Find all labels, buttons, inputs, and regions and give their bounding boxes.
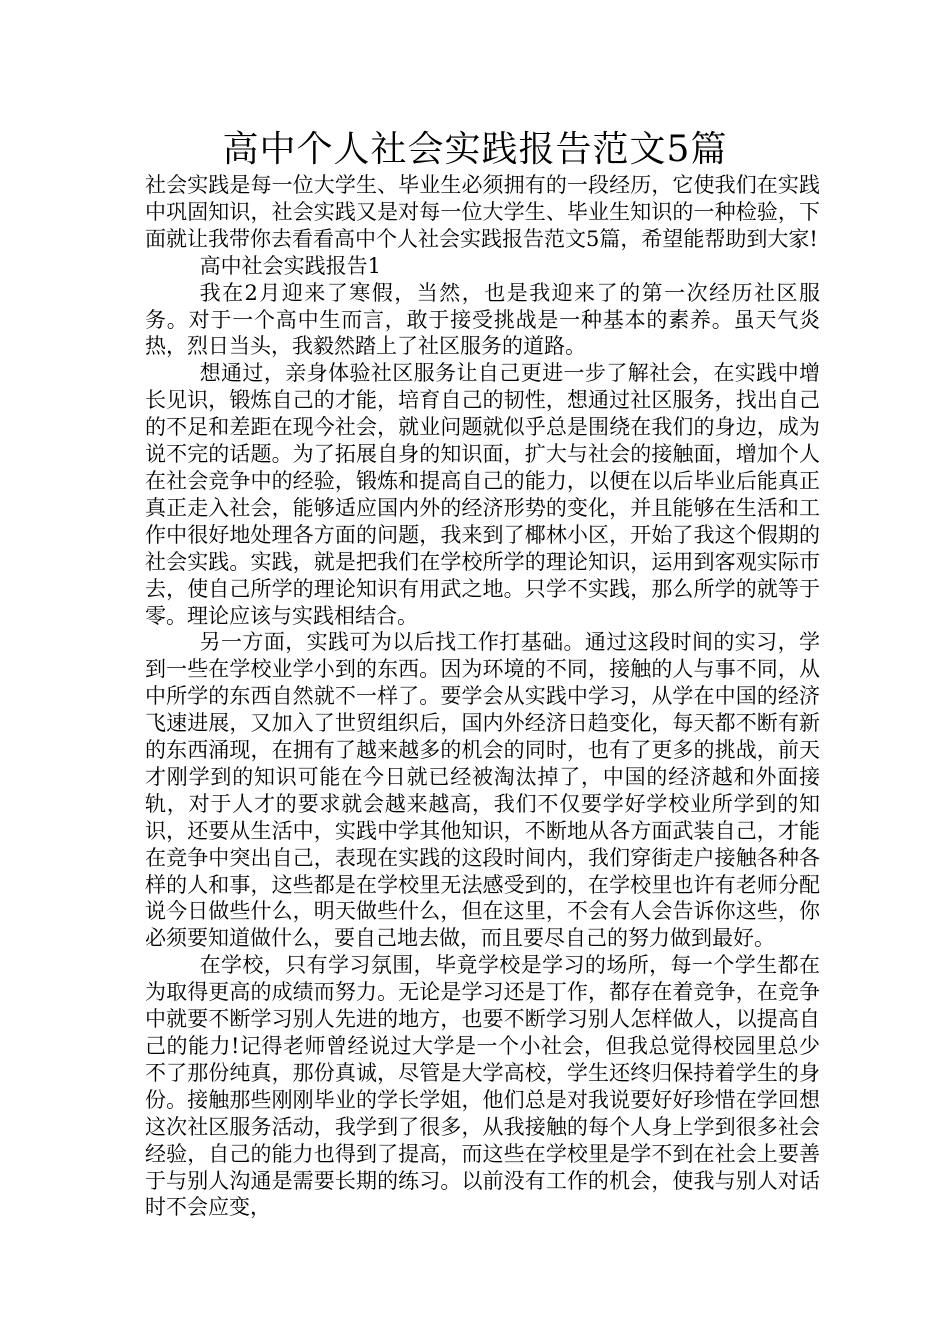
document-title: 高中个人社会实践报告范文5篇: [222, 129, 728, 170]
body-paragraph: 另一方面，实践可为以后找工作打基础。通过这段时间的实习，学到一些在学校业学小到的东西。因为环境的不同，接触的人与事不同，从中所学的东西自然就不一样了。要学会从实践中学习，从学在中国的经济飞速进展，又加入了世贸组织后，国内外经济日趋变化，每天都不断有新的东西涌现，在拥有了越来越多的机会的同时，也有了更多的挑战，前天才刚学到的知识可能在今日就已经被淘汰掉了，中国的经济越和外面接轨，对于人才的要求就会越来越高，我们不仅要学好学校业所学到的知识，还要从生活中，实践中学其他知识，不断地从各方面武装自己，才能在竞争中突出自己，表现在实践的这段时间内，我们穿街走户接触各种各样的人和事，这些都是在学校里无法感受到的，在学校里也许有老师分配说今日做些什么，明天做些什么，但在这里，不会有人会告诉你这些，你必须要知道做什么，要自己地去做，而且要尽自己的努力做到最好。: [145, 630, 820, 951]
body-paragraph: 我在2月迎来了寒假，当然，也是我迎来了的第一次经历社区服务。对于一个高中生而言，敢于接受挑战是一种基本的素养。虽天气炎热，烈日当头，我毅然踏上了社区服务的道路。: [145, 280, 820, 359]
document-body: [145, 172, 820, 1221]
body-paragraph: 想通过，亲身体验社区服务让自己更进一步了解社会，在实践中增长见识，锻炼自己的才能，培育自己的韧性，想通过社区服务，找出自己的不足和差距在现今社会，就业问题就似乎总是围绕在我们的身边，成为说不完的话题。为了拓展自身的知识面，扩大与社会的接触面，增加个人在社会竞争中的经验，锻炼和提高自己的能力，以便在以后毕业后能真正真正走入社会，能够适应国内外的经济形势的变化，并且能够在生活和工作中很好地处理各方面的问题，我来到了椰林小区，开始了我这个假期的社会实践。实践，就是把我们在学校所学的理论知识，运用到客观实际巿去，使自己所学的理论知识有用武之地。只学不实践，那么所学的就等于零。理论应该与实践相结合。: [145, 361, 820, 628]
section-heading: 高中社会实践报告1: [199, 253, 381, 278]
body-paragraph: 在学校，只有学习氛围，毕竟学校是学习的场所，每一个学生都在为取得更高的成绩而努力。无论是学习还是丁作，都存在着竞争，在竞争中就要不断学习别人先进的地方，也要不断学习别人怎样做人，以提高自己的能力!记得老师曾经说过大学是一个小社会，但我总觉得校园里总少不了那份纯真，那份真诚，尽管是大学高校，学生还终归保持着学生的身份。接触那些刚刚毕业的学长学姐，他们总是对我说要好好珍惜在学回想这次社区服务活动，我学到了很多，从我接触的每个人身上学到很多社会经验，自己的能力也得到了提高，而这些在学校里是学不到在社会上要善于与别人沟通是需要长期的练习。以前没有工作的机会，使我与别人对话时不会应变，: [145, 953, 820, 1220]
intro-paragraph: 社会实践是每一位大学生、毕业生必须拥有的一段经历，它使我们在实践中巩固知识，社会实践又是对每一位大学生、毕业生知识的一种检验，下面就让我带你去看看高中个人社会实践报告范文5篇，希望能帮助到大家!: [145, 173, 820, 251]
